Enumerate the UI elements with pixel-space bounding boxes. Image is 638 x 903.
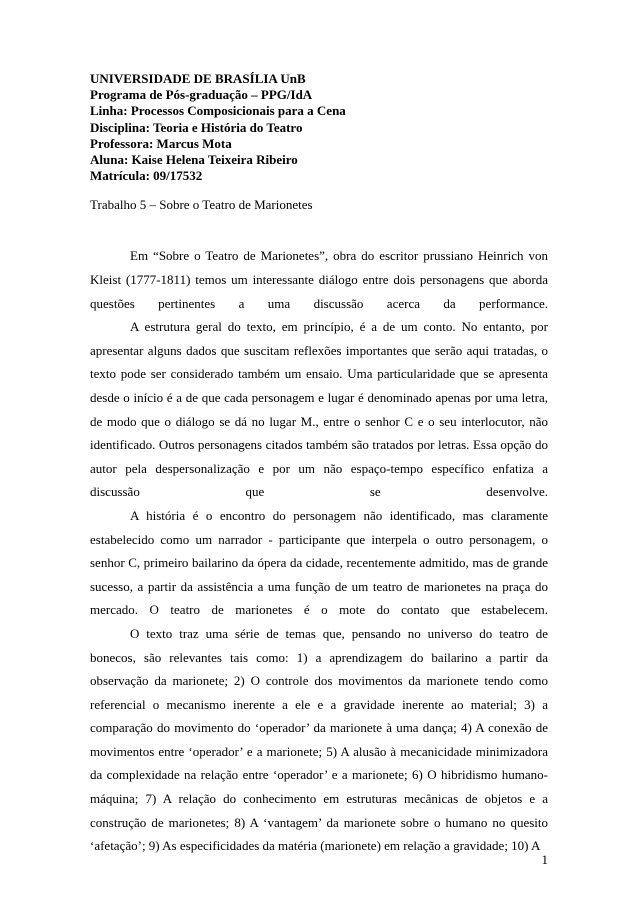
header-program: Programa de Pós-graduação – PPG/IdA xyxy=(90,87,313,103)
paragraph-4: O texto traz uma série de temas que, pensando no universo do teatro de bonecos, são relevantes tais como: 1) a aprendizagem do bailarino a partir da observação da marionete; 2) O controle dos movimentos da marionete tendo como referencial o mecanismo inerente a ele e a gravidade inerente ao material; 3) a comparação do movimento do ‘operador’ da marionete à uma dança; 4) A conexão de movimentos entre ‘operador’ e a marionete; 5) A alusão à mecanicidade minimizadora da complexidade na relação entre ‘operador’ e a marionete; 6) O hibridismo humano-máquina; 7) A relação do conhecimento em estruturas mecânicas de objetos e a construção de marionetes; 8) A ‘vantagem’ da marionete sobre o humano no quesito ‘afetação’; 9) As especificidades da matéria (marionete) em relação a gravidade; 10) A xyxy=(90,625,548,854)
header-line-research: Linha: Processos Composicionais para a Cena xyxy=(90,103,346,119)
header-university: UNIVERSIDADE DE BRASÍLIA UnB xyxy=(90,71,306,86)
header-professor: Professora: Marcus Mota xyxy=(90,135,232,151)
header-student: Aluna: Kaise Helena Teixeira Ribeiro xyxy=(90,152,298,168)
paragraph-1: Em “Sobre o Teatro de Marionetes”, obra do escritor prussiano Heinrich von Kleist (1777-1811) temos um interessante diálogo entre dois personagens que aborda questões pertinentes a uma discussão acerca da performance. xyxy=(90,248,548,311)
document-body xyxy=(90,244,548,857)
header-registration: Matrícula: 09/17532 xyxy=(90,168,203,184)
header-discipline: Disciplina: Teoria e História do Teatro xyxy=(90,119,303,135)
paragraph-2: A estrutura geral do texto, em princípio, é a de um conto. No entanto, por apresentar alguns dados que suscitam reflexões importantes que serão aqui tratadas, o texto pode ser considerado também um ensaio. Uma particularidade que se apresenta desde o início é a de que cada personagem e lugar é denominado apenas por uma letra, de modo que o diálogo se dá no lugar M., entre o senhor C e o seu interlocutor, não identificado. Outros personagens citados também são tratados por letras. Essa opção do autor pela despersonalização e por um não espaço-tempo específico enfatiza a discussão que se desenvolve. xyxy=(90,319,548,500)
paragraph-3: A história é o encontro do personagem não identificado, mas claramente estabelecido como um narrador - participante que interpela o outro personagem, o senhor C, primeiro bailarino da ópera da cidade, recentemente admitido, mas de grande sucesso, a partir da assistência a uma função de um teatro de marionetes na praça do mercado. O teatro de marionetes é o mote do contato que estabelecem. xyxy=(90,507,548,618)
page-number: 1 xyxy=(541,852,548,867)
document-subtitle: Trabalho 5 – Sobre o Teatro de Marionetes xyxy=(90,197,313,213)
document-header xyxy=(90,71,548,184)
